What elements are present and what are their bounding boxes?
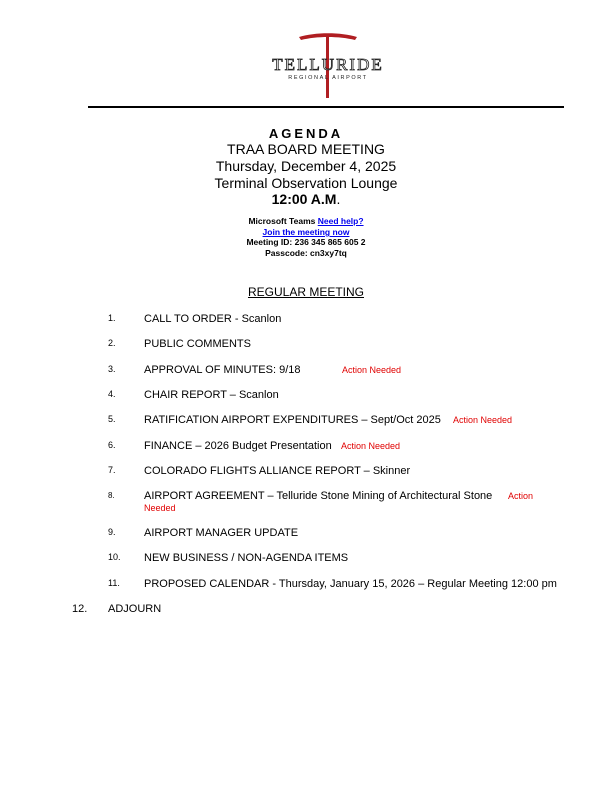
header-divider <box>88 106 564 108</box>
action-needed-badge: Action <box>508 491 534 501</box>
join-meeting-link[interactable]: Join the meeting now <box>262 227 350 237</box>
teams-label: Microsoft Teams <box>248 216 316 226</box>
teams-line <box>0 216 612 227</box>
meeting-location: Terminal Observation Lounge <box>214 175 398 191</box>
need-help-link[interactable]: Need help? <box>317 216 364 226</box>
logo-name: TELLURIDE <box>272 55 384 74</box>
meeting-time: 12:00 A.M. <box>271 191 341 207</box>
telluride-logo <box>255 33 401 99</box>
join-line <box>0 227 612 238</box>
action-needed-badge: Action Needed <box>453 415 513 425</box>
telluride-logo-icon <box>255 33 401 99</box>
logo-subtitle: REGIONAL AIRPORT <box>288 75 368 81</box>
action-needed-badge: Action Needed <box>342 365 402 375</box>
agenda-title: AGENDA <box>268 126 344 141</box>
meeting-date: Thursday, December 4, 2025 <box>215 158 397 174</box>
meeting-id: Meeting ID: 236 345 865 605 2 <box>246 237 366 247</box>
passcode: Passcode: cn3xy7tq <box>265 248 347 258</box>
action-needed-badge: Action Needed <box>341 441 401 451</box>
board-title: TRAA BOARD MEETING <box>227 141 385 157</box>
action-needed-badge-cont: Needed <box>144 503 176 513</box>
section-title: REGULAR MEETING <box>247 285 364 299</box>
